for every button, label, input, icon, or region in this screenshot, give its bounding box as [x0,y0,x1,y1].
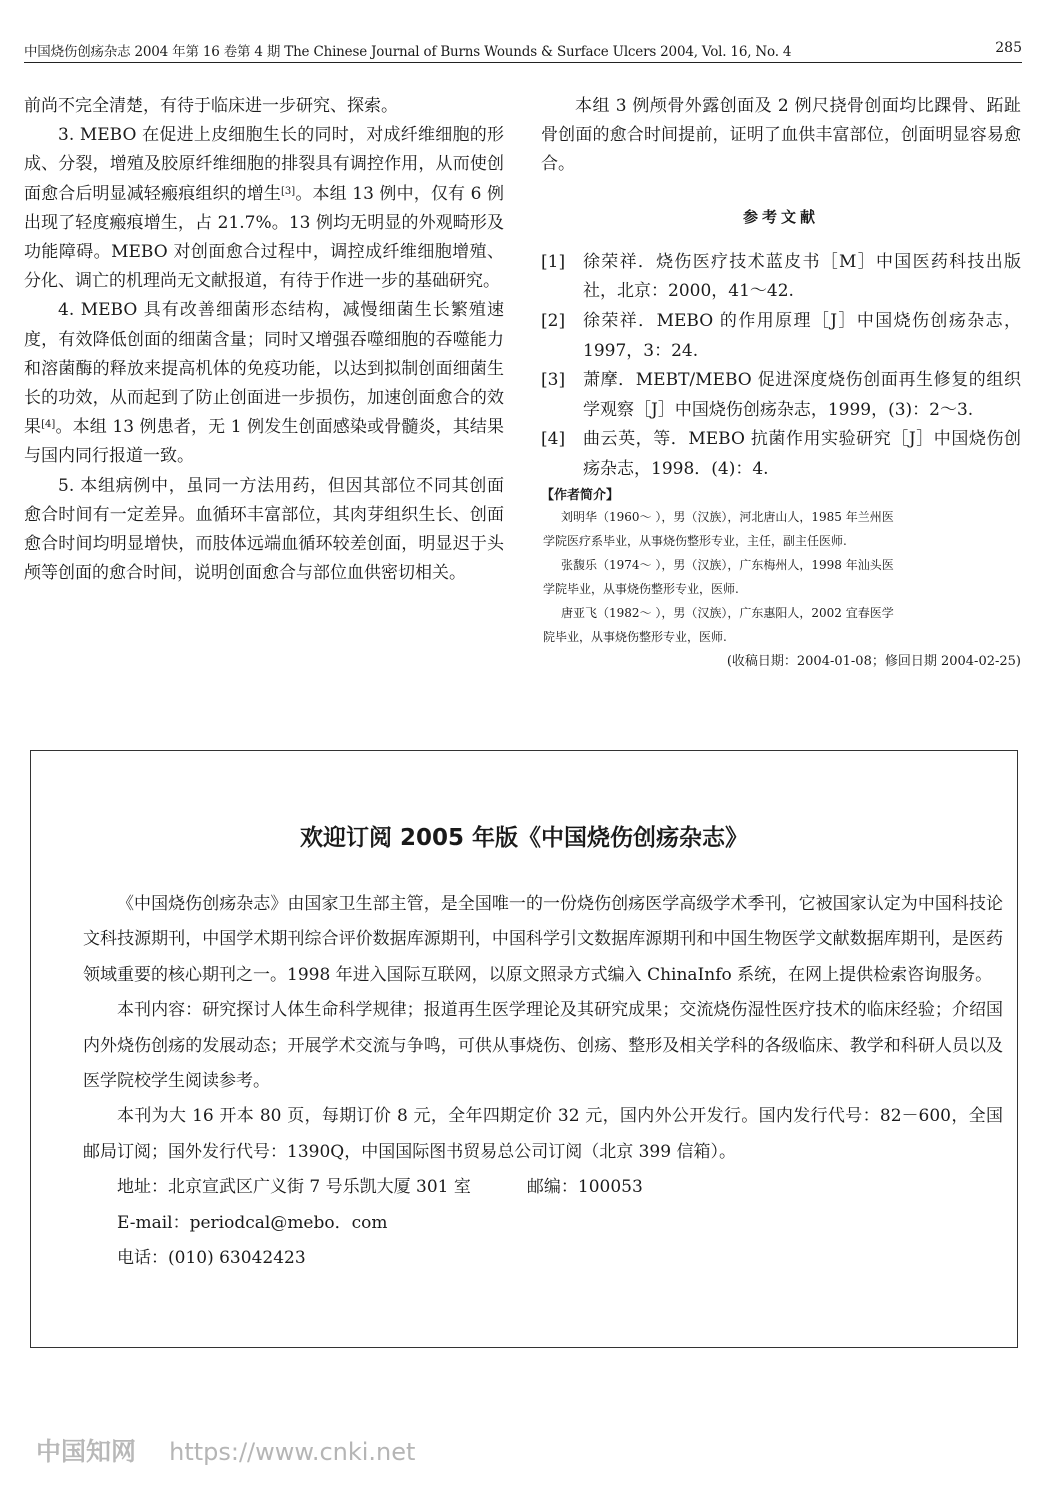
author-line: 院毕业，从事烧伤整形专业，医师. [543,629,727,644]
author-entry [541,553,1021,601]
paragraph: 5. 本组病例中，虽同一方法用药，但因其部位不同其创面愈合时间有一定差异。血循环丰富部位，其肉芽组织生长、创面愈合时间均明显增快，而肢体远端血循环较差创面，明显迟于头颅等创面的愈合时间，说明创面愈合与部位血供密切相关。 [24,475,504,584]
reference-item [541,248,1021,307]
postcode: 邮编：100053 [526,1177,643,1198]
author-line: 唐亚飞（1982～ ），男（汉族），广东惠阳人，2002 宜春医学 [561,605,894,620]
author-line: 学院医疗系毕业，从事烧伤整形专业，主任，副主任医师. [543,533,847,548]
paragraph-text: 3. MEBO 在促进上皮细胞生长的同时，对成纤维细胞的形成、分裂，增殖及胶原纤维细胞的排裂具有调控作用，从而使创面愈合后明显减轻瘢痕组织的增生 [24,125,504,204]
page-footer [36,1432,415,1468]
paragraph [24,121,504,296]
reference-text: 徐荣祥．MEBO 的作用原理［J］中国烧伤创疡杂志，1997，3：24. [583,311,1021,361]
author-info-heading: 【作者简介】 [541,487,620,503]
announcement-title: 欢迎订阅 2005 年版《中国烧伤创疡杂志》 [299,825,749,851]
citation-ref[interactable]: [3] [281,185,296,197]
page-header [24,40,1022,64]
running-title: 中国烧伤创疡杂志 2004 年第 16 卷第 4 期 The Chinese Journal of Burns Wounds & Surface Ulcers 2004, Vol. 16, No. 4 [24,44,792,60]
contact-address-line [83,1170,1003,1205]
reference-number: [1] [541,251,566,272]
announcement-paragraph: 本刊为大 16 开本 80 页，每期订价 8 元，全年四期定价 32 元，国内外公开发行。国内发行代号：82－600，全国邮局订阅；国外发行代号：1390Q，中国国际图书贸易总公司订阅（北京 399 信箱）。 [83,1106,1003,1162]
author-entry [541,505,1021,553]
phone: 电话：(010) 63042423 [117,1248,306,1269]
author-line: 张馥乐（1974～ ），男（汉族），广东梅州人，1998 年汕头医 [561,557,894,572]
reference-item [541,307,1021,366]
paragraph-text: 。本组 13 例中，仅有 6 例出现了轻度瘢痕增生，占 21.7%。13 例均无明显的外观畸形及功能障碍。MEBO 对创面愈合过程中，调控成纤维细胞增殖、分化、调亡的机理尚无文献报道，有待于作进一步的基础研究。 [24,183,504,292]
reference-text: 曲云英，等．MEBO 抗菌作用实验研究［J］中国烧伤创疡杂志，1998．(4)：4. [583,429,1021,479]
page-number: 285 [995,40,1022,56]
paragraph-text: 。本组 13 例患者，无 1 例发生创面感染或骨髓炎，其结果与国内同行报道一致。 [24,417,505,467]
reference-item [541,366,1021,425]
left-column [24,92,504,588]
right-column [541,92,1021,673]
author-entry [541,601,1021,649]
subscription-announcement [30,750,1018,1348]
announcement-body [83,887,1003,1276]
author-line: 学院毕业，从事烧伤整形专业，医师. [543,581,739,596]
paragraph-text: 4. MEBO 具有改善细菌形态结构，减慢细菌生长繁殖速度，有效降低创面的细菌含量；同时又增强吞噬细胞的吞噬能力和溶菌酶的释放来提高机体的免疫功能，以达到拟制创面细菌生长的功效，从而起到了防止创面进一步损伤，加速创面愈合的效果 [24,300,504,438]
header-rule [24,62,1022,63]
reference-list [541,248,1021,485]
reference-number: [4] [541,429,566,450]
address: 地址：北京宣武区广义街 7 号乐凯大厦 301 室 [117,1177,471,1198]
cnki-logo: 中国知网 [36,1437,137,1466]
references-heading: 参考文献 [742,207,819,226]
reference-number: [3] [541,370,566,391]
citation-ref[interactable]: [4] [41,419,56,431]
reference-number: [2] [541,311,566,331]
reference-text: 徐荣祥．烧伤医疗技术蓝皮书［M］中国医药科技出版社，北京：2000，41～42. [583,251,1021,302]
paragraph: 本组 3 例颅骨外露创面及 2 例尺挠骨创面均比踝骨、跖趾骨创面的愈合时间提前，证明了血供丰富部位，创面明显容易愈合。 [541,96,1021,175]
announcement-paragraph: 本刊内容：研究探讨人体生命科学规律；报道再生医学理论及其研究成果；交流烧伤湿性医疗技术的临床经验；介绍国内外烧伤创疡的发展动态；开展学术交流与争鸣，可供从事烧伤、创疡、整形及相关学科的各级临床、教学和科研人员以及医学院校学生阅读参考。 [83,1000,1003,1092]
author-info [541,505,1021,649]
reference-item [541,425,1021,484]
paragraph: 前尚不完全清楚，有待于临床进一步研究、探索。 [24,96,398,116]
received-dates: (收稿日期：2004-01-08；修回日期 2004-02-25) [726,653,1021,669]
email[interactable]: E-mail：periodcal@mebo．com [117,1212,388,1233]
paragraph [24,296,504,471]
announcement-paragraph: 《中国烧伤创疡杂志》由国家卫生部主管，是全国唯一的一份烧伤创疡医学高级学术季刊，它被国家认定为中国科技论文科技源期刊，中国学术期刊综合评价数据库源期刊，中国科学引文数据库源期刊和中国生物医学文献数据库期刊，是医药领域重要的核心期刊之一。1998 年进入国际互联网，以原文照录方式编入 ChinaInfo 系统，在网上提供检索咨询服务。 [83,894,1003,985]
reference-text: 萧摩．MEBT/MEBO 促进深度烧伤创面再生修复的组织学观察［J］中国烧伤创疡杂志，1999，(3)：2～3. [583,370,1021,420]
author-line: 刘明华（1960～ ），男（汉族），河北唐山人，1985 年兰州医 [561,509,894,524]
cnki-url-link[interactable]: https://www.cnki.net [169,1438,416,1466]
